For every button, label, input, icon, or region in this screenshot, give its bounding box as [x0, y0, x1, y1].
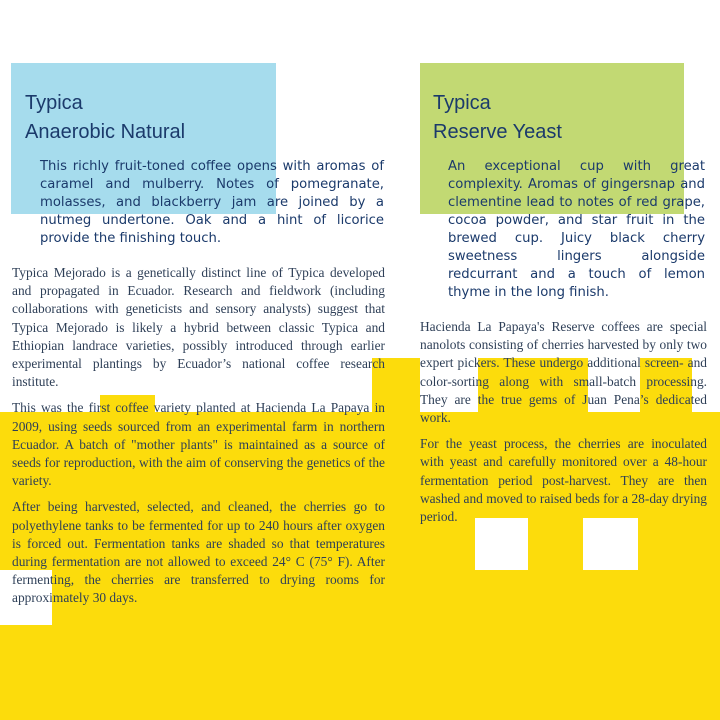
left-paragraph: This was the first coffee variety planted at Hacienda La Papaya in 2009, using seeds sourced from an experimental farm in northern Ecuador. A batch of "mother plants" is maintained as a source of seeds for reproduction, with the aim of conserving the genetics of the variety. — [12, 400, 385, 489]
pattern-block — [0, 625, 720, 720]
left-tasting-notes: This richly fruit-toned coffee opens with aromas of caramel and mulberry. Notes of pomegranate, molasses, and blackberry jam are joined by a nutmeg undertone. Oak and a hint of licorice provide the finishing touch. — [40, 159, 384, 246]
right-title-line2: Reserve Yeast — [433, 121, 562, 143]
left-title-line1: Typica — [25, 92, 83, 114]
right-paragraph: Hacienda La Papaya's Reserve coffees are special nanolots consisting of cherries harvested by only two expert pickers. These undergo additional screen- and color-sorting along with small-batch processing. They are the true gems of Juan Pena’s dedicated work. — [420, 319, 707, 426]
right-paragraph: For the yeast process, the cherries are inoculated with yeast and carefully monitored over a 48-hour fermentation period post-harvest. They are then washed and moved to raised beds for a 28-day drying period. — [420, 436, 707, 525]
right-body — [420, 318, 707, 534]
left-paragraph: After being harvested, selected, and cleaned, the cherries go to polyethylene tanks to be fermented for up to 240 hours after oxygen is forced out. Fermentation tanks are shaded so that temperatures during fermentation are not allowed to exceed 24° C (75° F). After fermenting, the cherries are transferred to drying rooms for approximately 30 days. — [12, 499, 385, 606]
right-title — [433, 89, 683, 147]
left-paragraph: Typica Mejorado is a genetically distinct line of Typica developed and propagated in Ecuador. Research and fieldwork (including collaborations with geneticists and sensory analysts) suggest that Typica Mejorado is likely a hybrid between classic Typica and Ethiopian landrace varieties, possibly introduced through earlier experimental plantings by Ecuador’s national coffee research institute. — [12, 265, 385, 390]
left-title-line2: Anaerobic Natural — [25, 121, 186, 143]
left-title — [25, 89, 275, 147]
right-title-line1: Typica — [433, 92, 491, 114]
left-body — [12, 264, 385, 616]
right-tasting-notes: An exceptional cup with great complexity. Aromas of gingersnap and clementine lead to notes of red grape, cocoa powder, and star fruit in the brewed cup. Juicy black cherry sweetness lingers alongside redcurrant and a touch of lemon thyme in the long finish. — [448, 159, 705, 300]
